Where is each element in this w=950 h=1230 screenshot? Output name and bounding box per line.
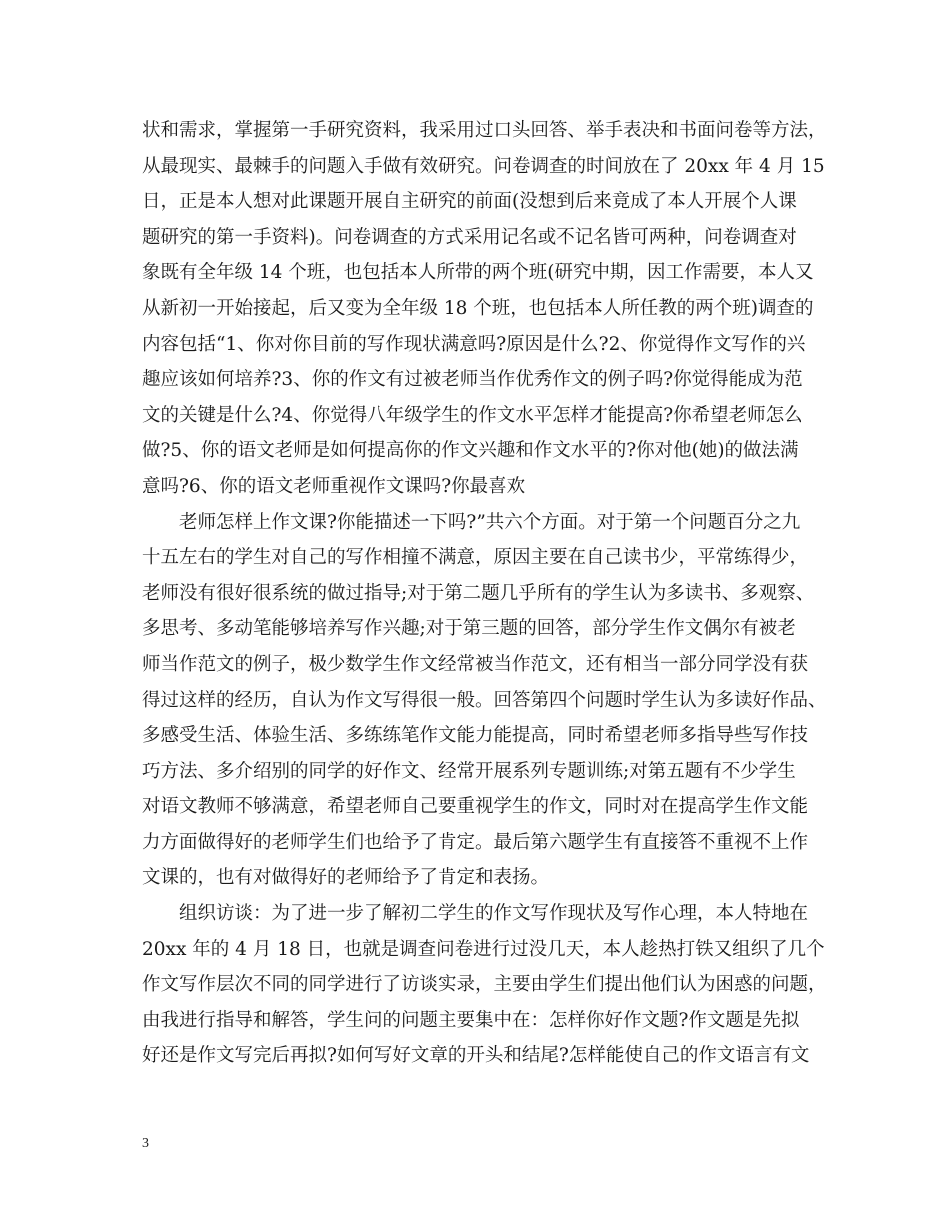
paragraph-start-line: 老师怎样上作文课?你能描述一下吗?”共六个方面。对于第一个问题百分之九: [179, 511, 801, 533]
text-line: 多思考、多动笔能够培养写作兴趣;对于第三题的回答，部分学生作文偶尔有被老: [142, 618, 796, 640]
text-line: 状和需求，掌握第一手研究资料，我采用过口头回答、举手表决和书面问卷等方法，: [142, 120, 827, 141]
text-line: 十五左右的学生对自己的写作相撞不满意，原因主要在自己读书少，平常练得少，: [142, 547, 809, 569]
page-number: 3: [142, 1136, 149, 1151]
text-line: 巧方法、多介绍别的同学的好作文、经常开展系列专题训练;对第五题有不少学生: [142, 760, 796, 782]
text-line: 做?5、你的语文老师是如何提高你的作文兴趣和作文水平的?你对他(她)的做法满: [142, 440, 799, 462]
text-line: 文课的，也有对做得好的老师给予了肯定和表扬。: [142, 867, 550, 889]
text-line: 好还是作文写完后再拟?如何写好文章的开头和结尾?怎样能使自己的作文语言有文: [142, 1045, 810, 1067]
text-line: 对语文教师不够满意，希望老师自己要重视学生的作文，同时对在提高学生作文能: [142, 796, 809, 818]
body-text: [142, 113, 830, 1074]
text-line: 从新初一开始接起，后又变为全年级 18 个班，也包括本人所任教的两个班)调查的: [142, 297, 814, 319]
text-line: 象既有全年级 14 个班，也包括本人所带的两个班(研究中期，因工作需要，本人又: [142, 262, 814, 284]
text-line: 题研究的第一手资料)。问卷调查的方式采用记名或不记名皆可两种，问卷调查对: [142, 226, 797, 248]
text-line: 作文写作层次不同的同学进行了访谈实录，主要由学生们提出他们认为困惑的问题，: [142, 974, 827, 996]
text-line: 意吗?6、你的语文老师重视作文课吗?你最喜欢: [142, 475, 526, 497]
text-line: 得过这样的经历，自认为作文写得很一般。回答第四个问题时学生认为多读好作品、: [142, 689, 827, 711]
text-line: 文的关键是什么?4、你觉得八年级学生的作文水平怎样才能提高?你希望老师怎么: [142, 404, 803, 426]
text-line: 日，正是本人想对此课题开展自主研究的前面(没想到后来竟成了本人开展个人课: [142, 191, 797, 213]
text-line: 师当作范文的例子，极少数学生作文经常被当作范文，还有相当一部分同学没有获: [142, 653, 809, 675]
text-line: 多感受生活、体验生活、多练练笔作文能力能提高，同时希望老师多指导些写作技: [142, 725, 809, 747]
text-line: 由我进行指导和解答，学生问的问题主要集中在：怎样你好作文题?作文题是先拟: [142, 1009, 800, 1031]
text-line: 力方面做得好的老师学生们也给予了肯定。最后第六题学生有直接答不重视不上作: [142, 831, 809, 853]
text-line: 20xx 年的 4 月 18 日，也就是调查问卷进行过没几天，本人趁热打铁又组织了几个: [142, 938, 825, 960]
text-line: 老师没有很好很系统的做过指导;对于第二题几乎所有的学生认为多读书、多观察、: [142, 582, 815, 604]
paragraph-start-line: 组织访谈：为了进一步了解初二学生的作文写作现状及写作心理，本人特地在: [179, 903, 809, 925]
text-line: 内容包括“1、你对你目前的写作现状满意吗?原因是什么?2、你觉得作文写作的兴: [142, 333, 806, 355]
text-line: 从最现实、最棘手的问题入手做有效研究。问卷调查的时间放在了 20xx 年 4 月 15: [142, 155, 825, 177]
text-line: 趣应该如何培养?3、你的作文有过被老师当作优秀作文的例子吗?你觉得能成为范: [142, 369, 803, 391]
